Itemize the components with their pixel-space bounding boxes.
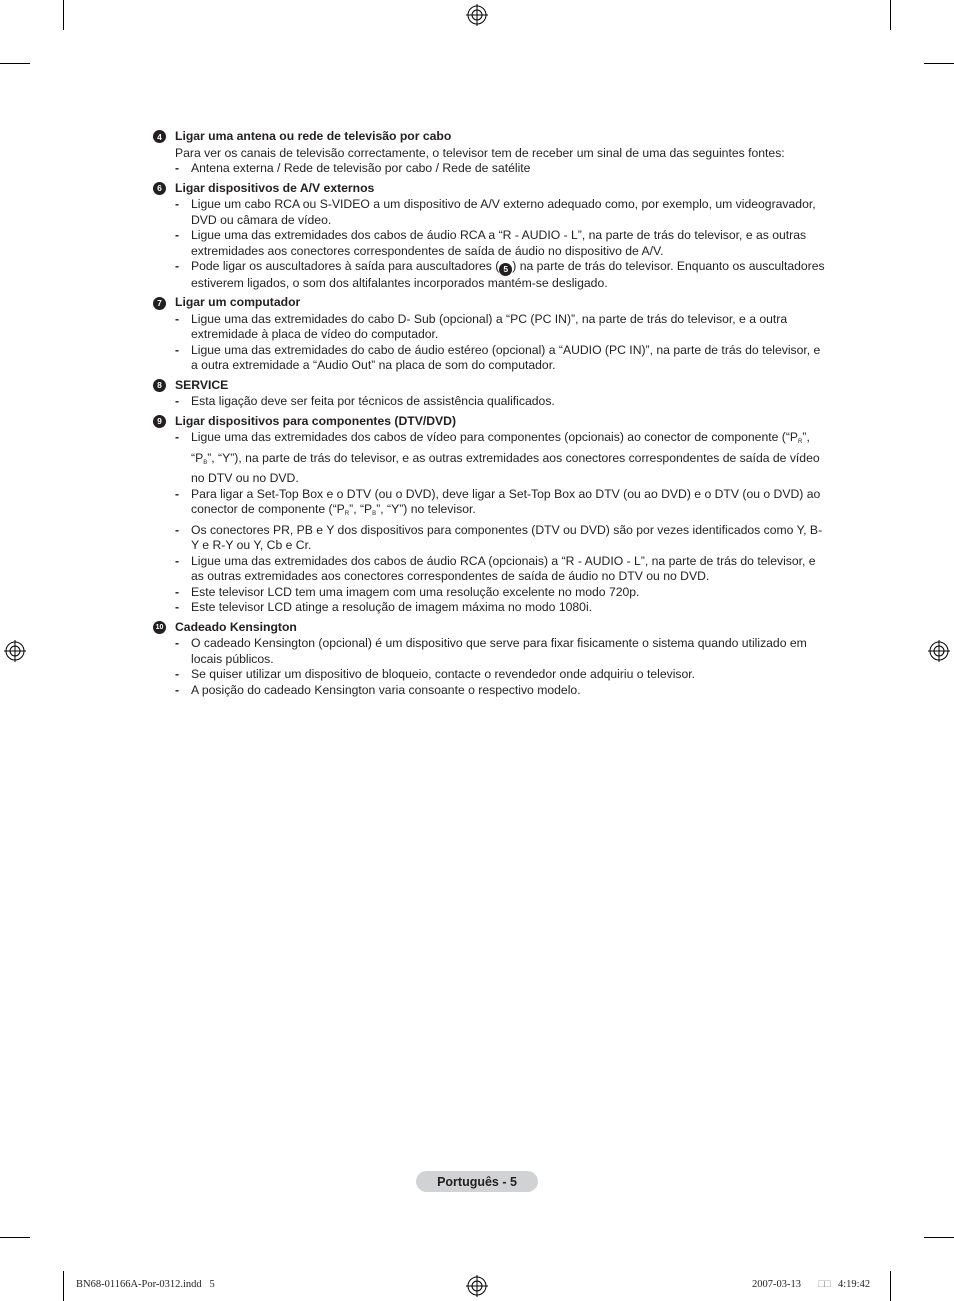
section-computer	[153, 295, 828, 374]
list-item	[153, 683, 828, 699]
registration-mark-icon	[466, 1275, 488, 1297]
list-item-text: Este televisor LCD tem uma imagem com uma resolução excelente no modo 720p.	[191, 584, 640, 599]
list-item-text: A posição do cadeado Kensington varia consoante o respectivo modelo.	[191, 682, 581, 697]
registration-mark-icon	[928, 640, 950, 662]
dash-bullet: -	[175, 228, 180, 242]
number-badge-icon: 6	[153, 182, 166, 195]
text-part: , “Y”), na parte de trás do televisor, e as outras extremidades aos conectores correspondentes de saída de vídeo no DTV ou no DVD.	[191, 450, 820, 486]
dash-bullet: -	[175, 522, 180, 537]
dash-bullet: -	[175, 600, 180, 615]
section-heading	[153, 181, 828, 197]
section-heading	[153, 295, 828, 311]
dash-bullet: -	[175, 311, 180, 326]
footer-date: 2007-03-13	[752, 1279, 801, 1290]
section-av-devices	[153, 181, 828, 292]
list-item	[153, 343, 828, 374]
number-badge-icon: 4	[153, 130, 166, 143]
subscript-r: R	[798, 439, 803, 446]
section-kensington-lock	[153, 620, 828, 699]
list-item-text	[191, 487, 828, 523]
list-item	[153, 228, 828, 259]
crop-mark-icon	[0, 1237, 30, 1238]
text-part: , “Y”) no televisor.	[380, 502, 476, 517]
list-item	[153, 636, 828, 667]
list-item-text: Antena externa / Rede de televisão por cabo / Rede de satélite	[191, 161, 531, 175]
number-badge-icon: 10	[153, 621, 166, 634]
registration-mark-icon	[4, 640, 26, 662]
list-item	[153, 394, 828, 410]
list-item-text: Se quiser utilizar um dispositivo de bloqueio, contacte o revendedor onde adquiriu o televisor.	[191, 667, 696, 682]
list-item-text: Esta ligação deve ser feita por técnicos de assistência qualificados.	[191, 394, 555, 409]
text-part: ”, “	[349, 502, 365, 517]
text-part: ) na parte de trás do televisor. Enquanto os auscultadores estiverem ligados, o som dos altifalantes incorporados mantém-se desligado.	[191, 259, 825, 290]
crop-mark-icon	[63, 1271, 64, 1301]
number-badge-icon: 5	[499, 263, 512, 276]
section-title: Ligar dispositivos de A/V externos	[175, 180, 375, 195]
dash-bullet: -	[175, 667, 180, 682]
p-letter: P	[336, 502, 345, 517]
list-item-text: Ligue uma das extremidades do cabo de áudio estéreo (opcional) a “AUDIO (PC IN)”, na parte de trás do televisor, e a outra extremidade a “Audio Out” na placa de som do computador.	[191, 342, 821, 373]
crop-mark-icon	[924, 63, 954, 64]
list-item	[153, 312, 828, 343]
text-part: Para ligar a Set-Top Box e o DTV (ou o DVD), deve ligar a Set-Top Box ao DTV (ou ao DVD) e o DTV (ou o DVD) ao conector de componente (“	[191, 486, 821, 517]
dash-bullet: -	[175, 486, 180, 501]
subscript-r: R	[344, 511, 350, 518]
list-item	[153, 600, 828, 616]
section-heading	[153, 620, 828, 636]
section-heading	[153, 129, 828, 145]
number-badge-icon: 9	[153, 415, 166, 428]
list-item	[153, 161, 828, 177]
list-item-text	[191, 430, 828, 487]
dash-bullet: -	[175, 682, 180, 697]
crop-mark-icon	[63, 0, 64, 30]
list-item	[153, 259, 828, 291]
dash-bullet: -	[175, 430, 180, 445]
dash-bullet: -	[175, 342, 180, 357]
crop-mark-icon	[924, 1237, 954, 1238]
list-item	[153, 554, 828, 585]
registration-mark-icon	[466, 4, 488, 26]
number-badge-icon: 8	[153, 379, 166, 392]
footer-filename: BN68-01166A-Por-0312.indd 5	[76, 1279, 215, 1290]
crop-mark-icon	[890, 0, 891, 30]
list-item-text: Ligue uma das extremidades dos cabos de áudio RCA (opcionais) a “R - AUDIO - L”, na parte de trás do televisor, e as outras extremidades aos conectores correspondentes de saída de áudio no DTV ou no DVD.	[191, 553, 816, 584]
section-title: Ligar um computador	[175, 295, 301, 310]
list-item	[153, 523, 828, 554]
dash-bullet: -	[175, 161, 180, 175]
section-antenna	[153, 129, 828, 177]
p-letter: P	[789, 430, 799, 445]
page-number-label: Português - 5	[416, 1171, 538, 1192]
section-title: Ligar dispositivos para componentes (DTV/DVD)	[175, 413, 457, 428]
section-heading	[153, 414, 828, 430]
section-heading	[153, 378, 828, 394]
text-part: ”, “	[191, 430, 810, 465]
list-item	[153, 430, 828, 487]
subscript-b: B	[372, 511, 377, 518]
text-part: Ligue uma das extremidades dos cabos de vídeo para componentes (opcionais) ao conector de componente (“	[191, 430, 790, 445]
section-intro: Para ver os canais de televisão correctamente, o televisor tem de receber um sinal de uma das seguintes fontes:	[175, 145, 785, 160]
dash-bullet: -	[175, 636, 180, 651]
page-content	[153, 129, 828, 702]
section-component-devices	[153, 414, 828, 616]
text-part: ”	[207, 450, 212, 465]
p-letter: P	[364, 502, 373, 517]
list-item	[153, 487, 828, 523]
list-item	[153, 197, 828, 228]
p-letter: P	[195, 450, 204, 465]
subscript-b: B	[203, 459, 208, 466]
dash-bullet: -	[175, 553, 180, 568]
list-item-text: Ligue uma das extremidades dos cabos de áudio RCA a “R - AUDIO - L”, na parte de trás do televisor, e as outras extremidades aos conectores correspondentes de saída de áudio no dispositivo de A/V.	[191, 228, 807, 258]
section-title: Ligar uma antena ou rede de televisão por cabo	[175, 129, 452, 143]
dash-bullet: -	[175, 584, 180, 599]
list-item-text: Este televisor LCD atinge a resolução de imagem máxima no modo 1080i.	[191, 600, 593, 615]
list-item-text	[191, 259, 828, 291]
crop-mark-icon	[0, 63, 30, 64]
footer-time: 4:19:42	[838, 1279, 871, 1290]
list-item	[153, 585, 828, 601]
section-title: SERVICE	[175, 377, 229, 392]
text-part: Pode ligar os auscultadores à saída para auscultadores (	[191, 259, 500, 273]
dash-bullet: -	[175, 259, 180, 273]
text-part: ”	[376, 502, 381, 517]
list-item-text: Os conectores PR, PB e Y dos dispositivos para componentes (DTV ou DVD) são por vezes identificados como Y, B-Y e R-Y ou Y, Cb e Cr.	[191, 522, 823, 553]
footer-boxes: □□	[818, 1279, 831, 1290]
number-badge-icon: 7	[153, 297, 166, 310]
list-item-text: Ligue um cabo RCA ou S-VIDEO a um dispositivo de A/V externo adequado como, por exemplo, um videogravador, DVD ou câmara de vídeo.	[191, 197, 816, 227]
list-item	[153, 667, 828, 683]
section-title: Cadeado Kensington	[175, 619, 297, 634]
list-item-text: Ligue uma das extremidades do cabo D- Sub (opcional) a “PC (PC IN)”, na parte de trás do televisor, e a outra extremidade à placa de vídeo do computador.	[191, 311, 788, 342]
list-item-text: O cadeado Kensington (opcional) é um dispositivo que serve para fixar fisicamente o sistema quando utilizado em locais públicos.	[191, 636, 807, 666]
dash-bullet: -	[175, 394, 180, 409]
crop-mark-icon	[890, 1271, 891, 1301]
section-service	[153, 378, 828, 410]
dash-bullet: -	[175, 197, 180, 211]
